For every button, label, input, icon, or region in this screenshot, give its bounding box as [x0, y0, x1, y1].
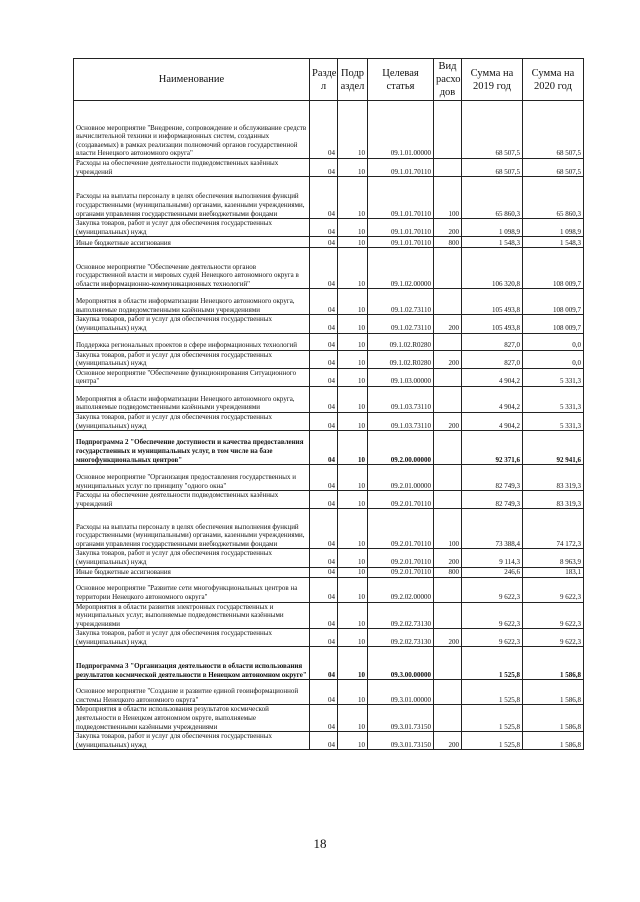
cell-sum-2019: 9 114,3: [462, 549, 523, 567]
cell-article: 09.2.02.00000: [368, 577, 434, 602]
cell-razdel: 04: [310, 491, 338, 509]
cell-sum-2019: 82 749,3: [462, 491, 523, 509]
header-podrazdel: Подр аздел: [338, 59, 368, 101]
cell-article: 09.2.01.70110: [368, 509, 434, 549]
cell-name: Мероприятия в области информатизации Ненецкого автономного округа, выполняемые подведомственными казёнными учреждениями: [74, 289, 310, 315]
cell-podrazdel: 10: [338, 219, 368, 237]
cell-vid: [434, 289, 462, 315]
header-article: Целевая статья: [368, 59, 434, 101]
cell-sum-2020: 108 009,7: [523, 315, 584, 333]
cell-sum-2020: 9 622,3: [523, 577, 584, 602]
cell-razdel: 04: [310, 732, 338, 750]
table-row: [74, 101, 584, 159]
table-row: [74, 549, 584, 567]
cell-vid: 800: [434, 237, 462, 248]
cell-name: Расходы на выплаты персоналу в целях обеспечения выполнения функций государственными (муниципальными) органами, казенными учреждениями, органами управления государственными внебюджетными фондами: [74, 177, 310, 219]
cell-podrazdel: 10: [338, 159, 368, 177]
cell-sum-2019: 827,0: [462, 350, 523, 368]
cell-name: Закупка товаров, работ и услуг для обеспечения государственных (муниципальных) нужд: [74, 412, 310, 430]
cell-sum-2020: 5 331,3: [523, 368, 584, 386]
cell-article: 09.3.01.73150: [368, 705, 434, 732]
cell-name: Закупка товаров, работ и услуг для обеспечения государственных (муниципальных) нужд: [74, 219, 310, 237]
cell-vid: [434, 647, 462, 680]
cell-article: 09.1.03.73110: [368, 386, 434, 412]
cell-name: Основное мероприятие "Обеспечение деятельности органов государственной власти и мировых судей Ненецкого автономного округа в области информационно-коммуникационных технологий": [74, 248, 310, 289]
cell-article: 09.2.01.70110: [368, 491, 434, 509]
cell-vid: [434, 680, 462, 705]
cell-razdel: 04: [310, 509, 338, 549]
cell-podrazdel: 10: [338, 350, 368, 368]
cell-article: 09.1.01.70110: [368, 237, 434, 248]
cell-sum-2019: 827,0: [462, 333, 523, 350]
cell-podrazdel: 10: [338, 602, 368, 629]
table-row: [74, 647, 584, 680]
cell-sum-2020: 108 009,7: [523, 289, 584, 315]
cell-name: Основное мероприятие "Обеспечение функционирования Ситуационного центра": [74, 368, 310, 386]
cell-article: 09.2.02.73130: [368, 602, 434, 629]
cell-sum-2020: 9 622,3: [523, 602, 584, 629]
table-row: [74, 386, 584, 412]
cell-vid: [434, 248, 462, 289]
cell-podrazdel: 10: [338, 567, 368, 577]
cell-name: Мероприятия в области использования результатов космической деятельности в Ненецком автономном округе, выполняемые подведомственными казёнными учреждениями: [74, 705, 310, 732]
header-sum-2020: Сумма на 2020 год: [523, 59, 584, 101]
cell-sum-2019: 9 622,3: [462, 629, 523, 647]
cell-sum-2020: 8 963,9: [523, 549, 584, 567]
cell-razdel: 04: [310, 412, 338, 430]
cell-article: 09.1.01.70110: [368, 219, 434, 237]
cell-vid: [434, 368, 462, 386]
cell-razdel: 04: [310, 350, 338, 368]
cell-article: 09.1.02.R0280: [368, 350, 434, 368]
table-row: [74, 412, 584, 430]
table-row: [74, 248, 584, 289]
cell-razdel: 04: [310, 315, 338, 333]
cell-name: Мероприятия в области развития электронных государственных и муниципальных услуг, выполняемые подведомственными казёнными учреждениями: [74, 602, 310, 629]
table-row: [74, 629, 584, 647]
cell-sum-2019: 246,6: [462, 567, 523, 577]
cell-razdel: 04: [310, 386, 338, 412]
cell-sum-2020: 92 941,6: [523, 431, 584, 465]
cell-podrazdel: 10: [338, 248, 368, 289]
table-row: [74, 680, 584, 705]
table-row: [74, 465, 584, 491]
table-row: [74, 350, 584, 368]
cell-sum-2019: 4 904,2: [462, 368, 523, 386]
header-name: Наименование: [74, 59, 310, 101]
cell-name: Закупка товаров, работ и услуг для обеспечения государственных (муниципальных) нужд: [74, 350, 310, 368]
cell-vid: [434, 431, 462, 465]
table-row: [74, 491, 584, 509]
cell-sum-2020: 1 586,8: [523, 680, 584, 705]
cell-sum-2020: 9 622,3: [523, 629, 584, 647]
cell-podrazdel: 10: [338, 368, 368, 386]
cell-article: 09.3.01.00000: [368, 680, 434, 705]
header-row: [74, 59, 584, 101]
cell-article: 09.1.01.70110: [368, 177, 434, 219]
cell-article: 09.2.01.70110: [368, 549, 434, 567]
budget-table: [73, 58, 584, 750]
table-row: [74, 577, 584, 602]
cell-sum-2019: 1 548,3: [462, 237, 523, 248]
cell-sum-2019: 106 320,8: [462, 248, 523, 289]
cell-razdel: 04: [310, 237, 338, 248]
cell-vid: [434, 577, 462, 602]
cell-vid: 200: [434, 732, 462, 750]
cell-name: Мероприятия в области информатизации Ненецкого автономного округа, выполняемые подведомственными казёнными учреждениями: [74, 386, 310, 412]
cell-vid: 100: [434, 177, 462, 219]
cell-article: 09.2.02.73130: [368, 629, 434, 647]
cell-sum-2019: 9 622,3: [462, 577, 523, 602]
table-row: [74, 219, 584, 237]
table-body: [74, 101, 584, 750]
table-row: [74, 509, 584, 549]
cell-sum-2019: 105 493,8: [462, 315, 523, 333]
cell-vid: 800: [434, 567, 462, 577]
cell-razdel: 04: [310, 289, 338, 315]
cell-name: Расходы на выплаты персоналу в целях обеспечения выполнения функций государственными (муниципальными) органами, казенными учреждениями, органами управления государственными внебюджетными фондами: [74, 509, 310, 549]
cell-razdel: 04: [310, 177, 338, 219]
cell-name: Подпрограмма 3 "Организация деятельности в области использования результатов космической деятельности в Ненецком автономном округе": [74, 647, 310, 680]
cell-article: 09.1.01.70110: [368, 159, 434, 177]
cell-razdel: 04: [310, 577, 338, 602]
cell-podrazdel: 10: [338, 237, 368, 248]
cell-sum-2019: 68 507,5: [462, 159, 523, 177]
cell-razdel: 04: [310, 629, 338, 647]
cell-podrazdel: 10: [338, 629, 368, 647]
table-row: [74, 732, 584, 750]
cell-razdel: 04: [310, 567, 338, 577]
table-row: [74, 431, 584, 465]
cell-podrazdel: 10: [338, 732, 368, 750]
cell-name: Расходы на обеспечение деятельности подведомственных казённых учреждений: [74, 159, 310, 177]
header-razdel: Разде л: [310, 59, 338, 101]
cell-name: Закупка товаров, работ и услуг для обеспечения государственных (муниципальных) нужд: [74, 315, 310, 333]
cell-sum-2020: 74 172,3: [523, 509, 584, 549]
cell-podrazdel: 10: [338, 177, 368, 219]
cell-podrazdel: 10: [338, 289, 368, 315]
cell-name: Основное мероприятие "Развитие сети многофункциональных центров на территории Ненецкого автономного округа": [74, 577, 310, 602]
cell-sum-2019: 68 507,5: [462, 101, 523, 159]
cell-razdel: 04: [310, 368, 338, 386]
cell-razdel: 04: [310, 549, 338, 567]
cell-name: Подпрограмма 2 "Обеспечение доступности и качества предоставления государственных и муниципальных услуг, в том числе на базе многофункциональных центров": [74, 431, 310, 465]
cell-sum-2020: 1 586,8: [523, 647, 584, 680]
cell-sum-2020: 1 586,8: [523, 705, 584, 732]
cell-sum-2019: 4 904,2: [462, 386, 523, 412]
cell-name: Иные бюджетные ассигнования: [74, 567, 310, 577]
cell-article: 09.1.02.73110: [368, 289, 434, 315]
cell-sum-2019: 1 525,8: [462, 705, 523, 732]
cell-vid: 200: [434, 412, 462, 430]
cell-vid: [434, 465, 462, 491]
table-row: [74, 289, 584, 315]
cell-vid: 200: [434, 219, 462, 237]
cell-razdel: 04: [310, 705, 338, 732]
cell-sum-2019: 73 388,4: [462, 509, 523, 549]
cell-article: 09.1.02.73110: [368, 315, 434, 333]
cell-razdel: 04: [310, 647, 338, 680]
cell-vid: [434, 101, 462, 159]
cell-sum-2020: 108 009,7: [523, 248, 584, 289]
cell-vid: 200: [434, 350, 462, 368]
cell-podrazdel: 10: [338, 465, 368, 491]
cell-sum-2020: 5 331,3: [523, 412, 584, 430]
cell-vid: [434, 491, 462, 509]
table-row: [74, 177, 584, 219]
cell-vid: 200: [434, 549, 462, 567]
cell-article: 09.3.00.00000: [368, 647, 434, 680]
cell-vid: [434, 602, 462, 629]
cell-sum-2020: 0,0: [523, 350, 584, 368]
cell-vid: 100: [434, 509, 462, 549]
table-row: [74, 333, 584, 350]
cell-sum-2019: 1 098,9: [462, 219, 523, 237]
cell-name: Основное мероприятие "Создание и развитие единой геоинформационной системы Ненецкого автономного округа": [74, 680, 310, 705]
cell-podrazdel: 10: [338, 680, 368, 705]
cell-podrazdel: 10: [338, 333, 368, 350]
table-row: [74, 705, 584, 732]
cell-razdel: 04: [310, 602, 338, 629]
cell-name: Поддержка региональных проектов в сфере информационных технологий: [74, 333, 310, 350]
header-sum-2019: Сумма на 2019 год: [462, 59, 523, 101]
cell-podrazdel: 10: [338, 491, 368, 509]
cell-sum-2019: 92 371,6: [462, 431, 523, 465]
cell-sum-2019: 1 525,8: [462, 680, 523, 705]
cell-vid: 200: [434, 629, 462, 647]
cell-name: Иные бюджетные ассигнования: [74, 237, 310, 248]
page-number: 18: [313, 836, 327, 851]
cell-sum-2020: 68 507,5: [523, 159, 584, 177]
cell-razdel: 04: [310, 219, 338, 237]
cell-podrazdel: 10: [338, 509, 368, 549]
cell-sum-2020: 183,1: [523, 567, 584, 577]
table-row: [74, 315, 584, 333]
cell-razdel: 04: [310, 465, 338, 491]
cell-sum-2020: 0,0: [523, 333, 584, 350]
table-row: [74, 567, 584, 577]
cell-name: Закупка товаров, работ и услуг для обеспечения государственных (муниципальных) нужд: [74, 629, 310, 647]
cell-podrazdel: 10: [338, 705, 368, 732]
cell-sum-2020: 1 098,9: [523, 219, 584, 237]
cell-sum-2020: 1 586,8: [523, 732, 584, 750]
cell-sum-2020: 1 548,3: [523, 237, 584, 248]
cell-podrazdel: 10: [338, 386, 368, 412]
cell-article: 09.3.01.73150: [368, 732, 434, 750]
cell-razdel: 04: [310, 333, 338, 350]
cell-vid: [434, 705, 462, 732]
cell-podrazdel: 10: [338, 647, 368, 680]
cell-podrazdel: 10: [338, 412, 368, 430]
cell-podrazdel: 10: [338, 101, 368, 159]
cell-sum-2020: 83 319,3: [523, 465, 584, 491]
cell-article: 09.2.00.00000: [368, 431, 434, 465]
cell-article: 09.1.01.00000: [368, 101, 434, 159]
table-row: [74, 159, 584, 177]
table-row: [74, 237, 584, 248]
cell-article: 09.2.01.00000: [368, 465, 434, 491]
cell-podrazdel: 10: [338, 431, 368, 465]
cell-name: Расходы на обеспечение деятельности подведомственных казённых учреждений: [74, 491, 310, 509]
cell-sum-2019: 9 622,3: [462, 602, 523, 629]
cell-razdel: 04: [310, 101, 338, 159]
cell-vid: [434, 159, 462, 177]
cell-name: Основное мероприятие "Организация предоставления государственных и муниципальных услуг по принципу "одного окна": [74, 465, 310, 491]
cell-name: Закупка товаров, работ и услуг для обеспечения государственных (муниципальных) нужд: [74, 549, 310, 567]
cell-sum-2019: 1 525,8: [462, 647, 523, 680]
cell-vid: 200: [434, 315, 462, 333]
cell-podrazdel: 10: [338, 315, 368, 333]
cell-sum-2019: 82 749,3: [462, 465, 523, 491]
table-row: [74, 602, 584, 629]
cell-sum-2020: 5 331,3: [523, 386, 584, 412]
cell-sum-2020: 83 319,3: [523, 491, 584, 509]
cell-podrazdel: 10: [338, 577, 368, 602]
cell-name: Закупка товаров, работ и услуг для обеспечения государственных (муниципальных) нужд: [74, 732, 310, 750]
header-vid: Вид расхо дов: [434, 59, 462, 101]
cell-razdel: 04: [310, 159, 338, 177]
cell-article: 09.1.03.00000: [368, 368, 434, 386]
cell-razdel: 04: [310, 680, 338, 705]
cell-sum-2019: 105 493,8: [462, 289, 523, 315]
cell-sum-2019: 4 904,2: [462, 412, 523, 430]
cell-name: Основное мероприятие "Внедрение, сопровождение и обслуживание средств вычислительной техники и информационных систем, созданных (создаваемых) в рамках реализации полномочий органов государственной власти Ненецкого автономного округа": [74, 101, 310, 159]
cell-article: 09.1.02.R0280: [368, 333, 434, 350]
cell-sum-2020: 65 860,3: [523, 177, 584, 219]
cell-article: 09.2.01.70110: [368, 567, 434, 577]
cell-vid: [434, 333, 462, 350]
cell-sum-2019: 1 525,8: [462, 732, 523, 750]
cell-vid: [434, 386, 462, 412]
cell-article: 09.1.02.00000: [368, 248, 434, 289]
cell-razdel: 04: [310, 248, 338, 289]
cell-sum-2020: 68 507,5: [523, 101, 584, 159]
cell-sum-2019: 65 860,3: [462, 177, 523, 219]
table-row: [74, 368, 584, 386]
cell-podrazdel: 10: [338, 549, 368, 567]
cell-article: 09.1.03.73110: [368, 412, 434, 430]
cell-razdel: 04: [310, 431, 338, 465]
